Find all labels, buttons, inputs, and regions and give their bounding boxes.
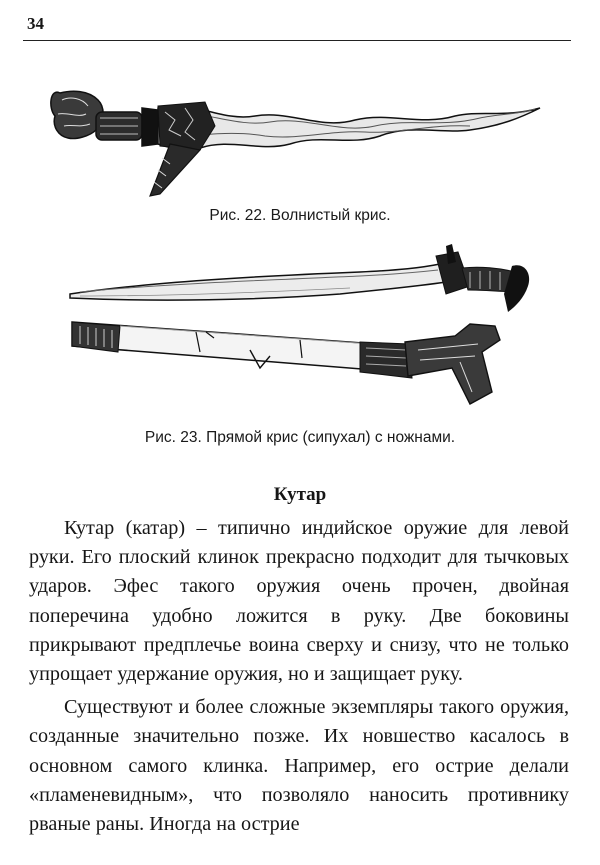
body-text [29,514,569,839]
kris-handle [51,91,158,146]
figure-wavy-kris [0,78,600,203]
kris-wavy-blade [150,102,540,196]
kris-sheath [72,322,500,404]
paragraph: Существуют и более сложные экземпляры такого оружия, созданные значительно позже. Их новшество касалось в основном самого клинка. Например, его острие делали «пламеневидным», что позволяло наносить противнику рваные раны. Иногда на острие [29,696,569,836]
figure-straight-kris [0,242,600,412]
figure-22-caption: Рис. 22. Волнистый крис. [209,207,391,224]
wavy-kris-illustration [0,78,600,203]
paragraph: Кутар (катар) – типично индийское оружие для левой руки. Его плоский клинок прекрасно подходит для тычковых ударов. Эфес такого оружия очень прочен, двойная поперечина удобно ложится в руку. Две боковины прикрывают предплечье воина сверху и снизу, что не только упрощает удержание оружия, но и защищает руку. [29,517,569,686]
header-rule [23,40,571,41]
section-heading: Кутар [273,484,327,505]
figure-23-caption: Рис. 23. Прямой крис (сипухал) с ножнами. [144,429,456,446]
straight-kris-blade [70,244,529,312]
page-number: 34 [27,14,44,33]
straight-kris-illustration [0,242,600,412]
